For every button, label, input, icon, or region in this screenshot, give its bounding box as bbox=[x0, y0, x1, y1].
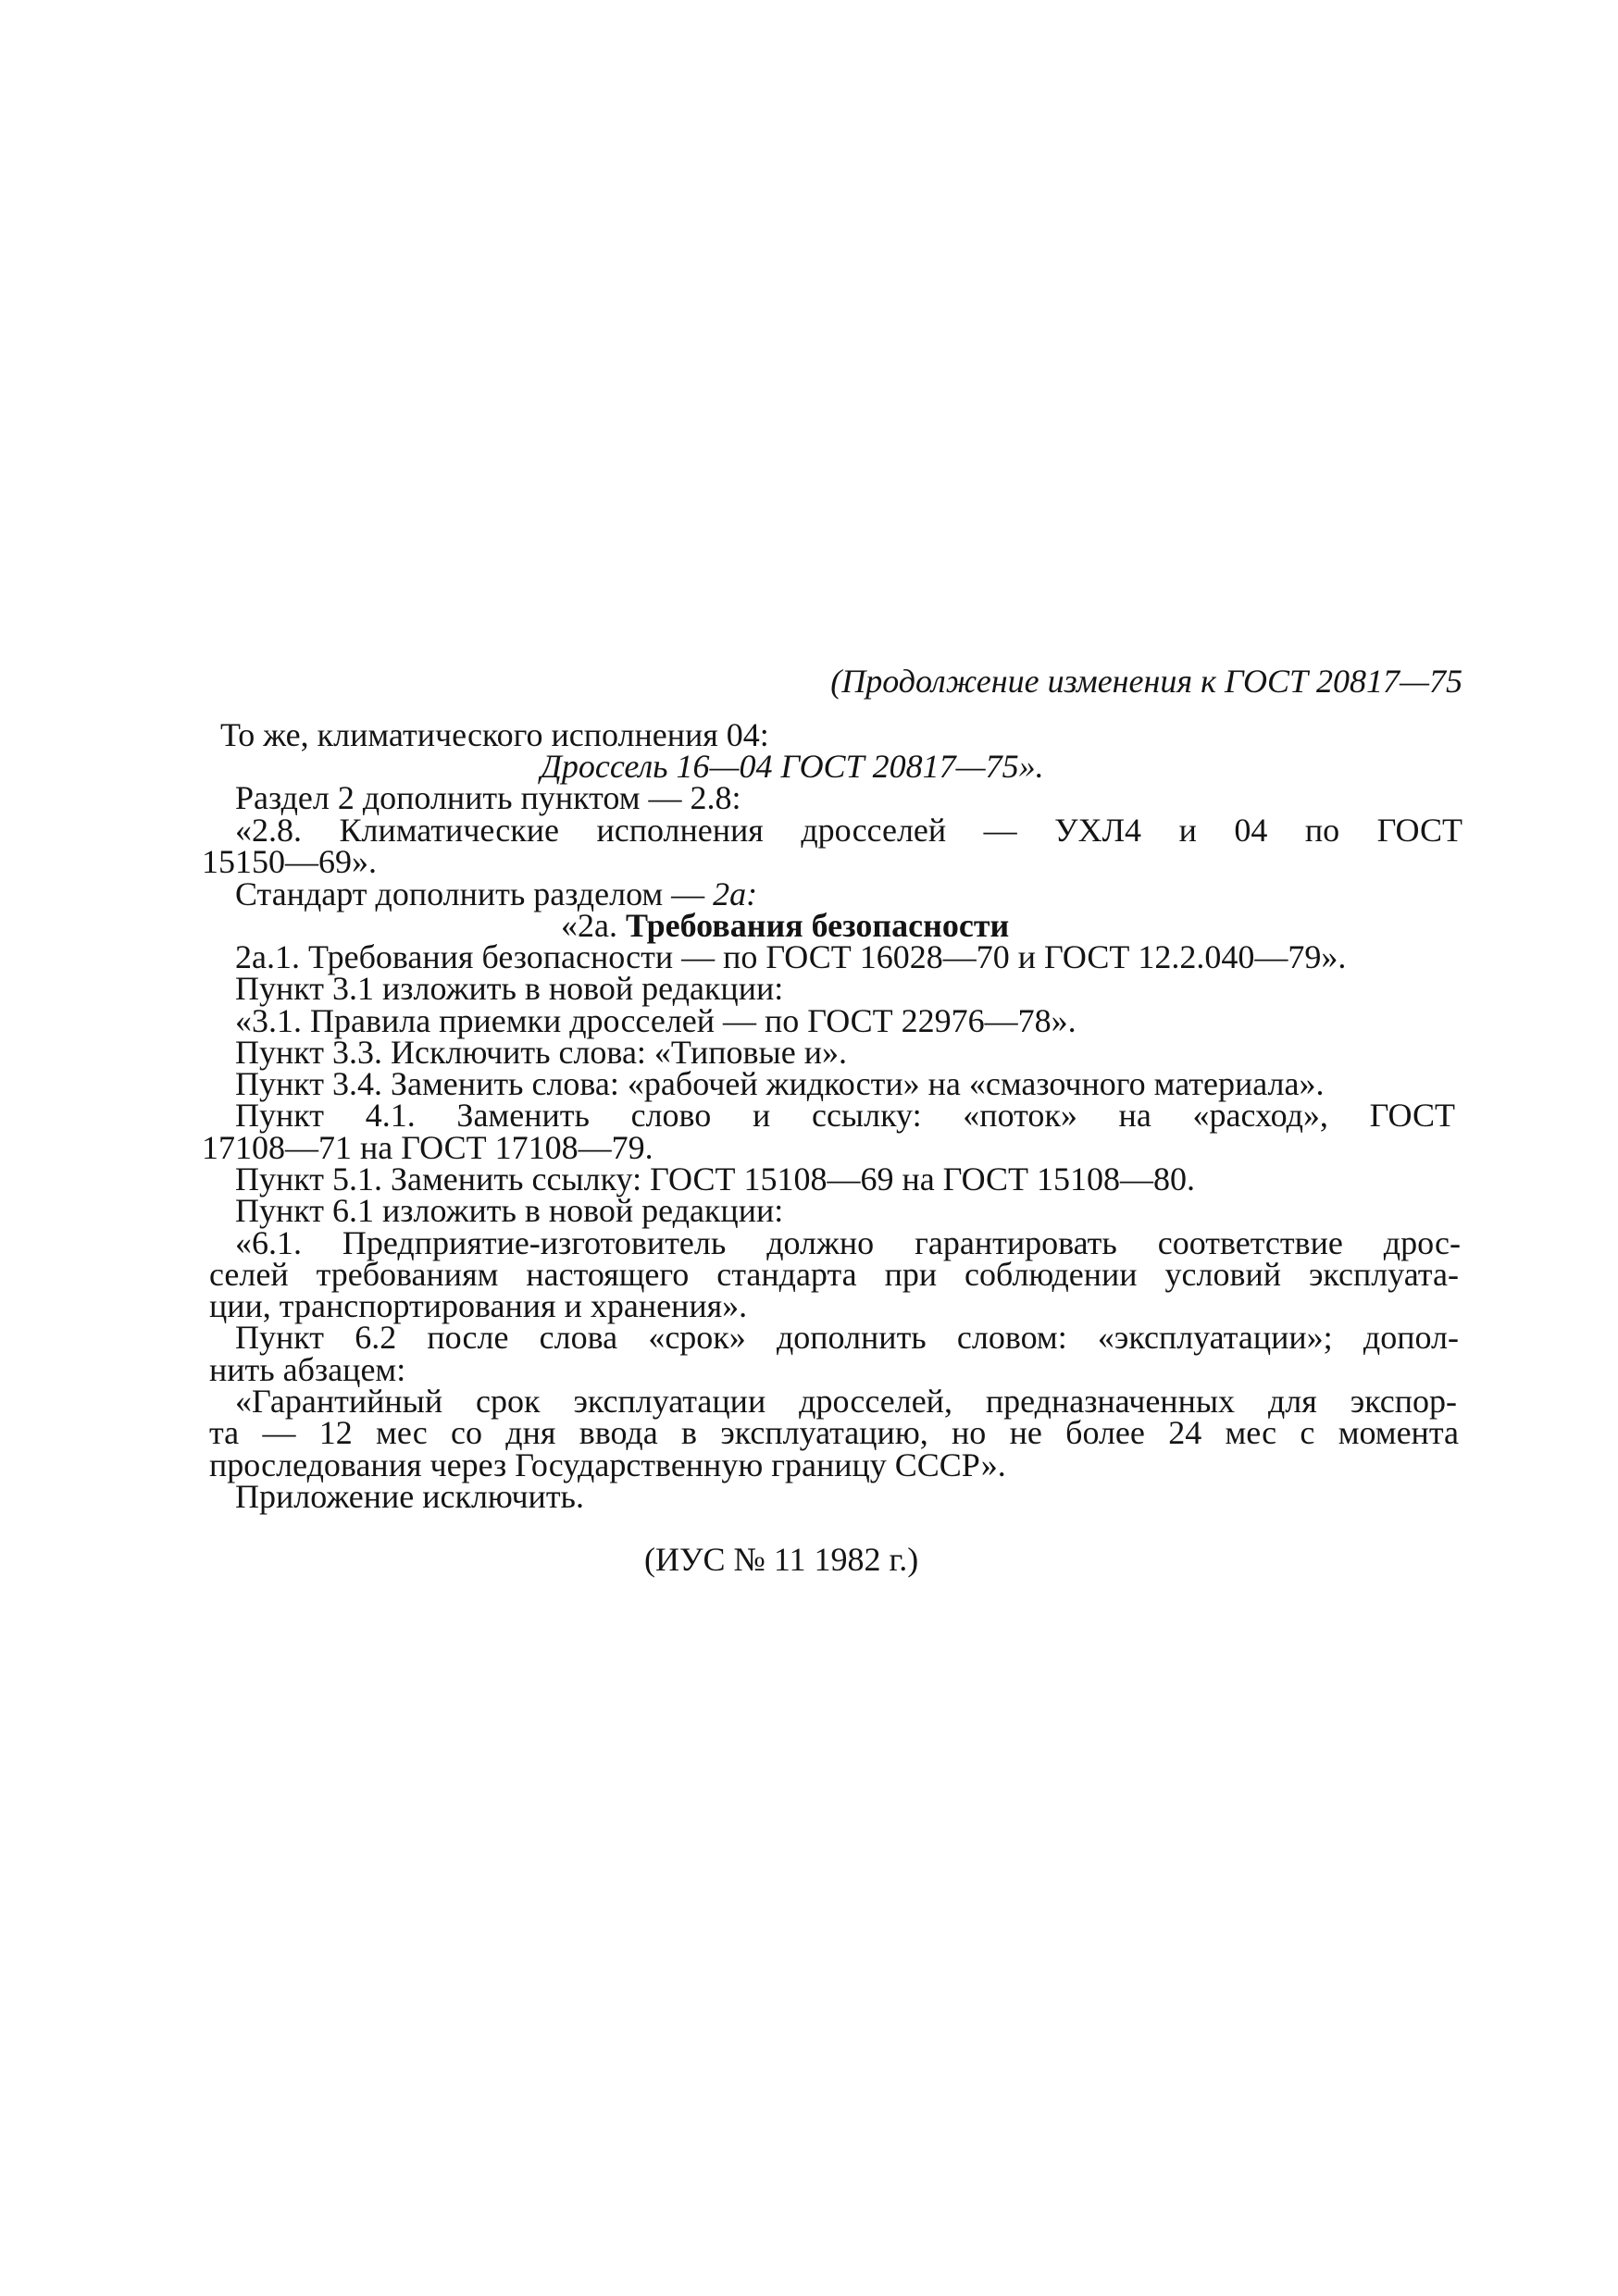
word: для bbox=[1267, 1383, 1317, 1420]
justified-line bbox=[235, 1319, 1459, 1356]
heading-number: «2а. bbox=[561, 907, 626, 944]
text-line: 2а.1. Требования безопасности — по ГОСТ 16028—70 и ГОСТ 12.2.040—79». bbox=[235, 938, 1347, 975]
word: по bbox=[1304, 812, 1340, 849]
word: не bbox=[1009, 1414, 1042, 1451]
word: 04 bbox=[1234, 812, 1268, 849]
word: дрос- bbox=[1383, 1224, 1461, 1261]
word: эксплуата- bbox=[1308, 1256, 1459, 1293]
word: «2.8. bbox=[235, 812, 302, 849]
word: Климатические bbox=[339, 812, 560, 849]
word: та bbox=[209, 1414, 240, 1451]
word: соблюдении bbox=[965, 1256, 1138, 1293]
word: допол- bbox=[1363, 1319, 1459, 1356]
word: «поток» bbox=[963, 1097, 1077, 1134]
word: УХЛ4 bbox=[1054, 812, 1142, 849]
word: Пункт bbox=[235, 1097, 325, 1134]
text-line: То же, климатического исполнения 04: bbox=[220, 716, 769, 753]
word: 4.1. bbox=[365, 1097, 416, 1134]
word: в bbox=[681, 1414, 698, 1451]
word: гарантировать bbox=[915, 1224, 1117, 1261]
continuation-header: (Продолжение изменения к ГОСТ 20817—75 bbox=[830, 663, 1462, 700]
word: Предприятие-изготовитель bbox=[342, 1224, 727, 1261]
word: — bbox=[983, 812, 1017, 849]
text-line: Пункт 5.1. Заменить ссылку: ГОСТ 15108—69 на ГОСТ 15108—80. bbox=[235, 1160, 1196, 1198]
word: ссылку: bbox=[811, 1097, 922, 1134]
word: Пункт bbox=[235, 1319, 325, 1356]
source-reference: (ИУС № 11 1982 г.) bbox=[644, 1541, 919, 1578]
word: должно bbox=[766, 1224, 875, 1261]
word: 12 bbox=[318, 1414, 353, 1451]
word: исполнения bbox=[596, 812, 764, 849]
text-line: Дроссель 16—04 ГОСТ 20817—75». bbox=[541, 748, 1044, 785]
word: настоящего bbox=[526, 1256, 690, 1293]
word: ГОСТ bbox=[1369, 1097, 1455, 1134]
text-line: Пункт 3.1 изложить в новой редакции: bbox=[235, 970, 784, 1007]
word: более bbox=[1065, 1414, 1145, 1451]
text-line: Приложение исключить. bbox=[235, 1478, 584, 1515]
word: требованиям bbox=[316, 1256, 499, 1293]
word: «Гарантийный bbox=[235, 1383, 443, 1420]
text-line: нить абзацем: bbox=[209, 1351, 406, 1388]
heading-title: Требования безопасности bbox=[625, 907, 1010, 944]
word: экспор- bbox=[1350, 1383, 1457, 1420]
text-line: проследования через Государственную границу СССР». bbox=[209, 1446, 1006, 1483]
word: на bbox=[1118, 1097, 1151, 1134]
word: дросселей bbox=[801, 812, 947, 849]
word: мес bbox=[376, 1414, 428, 1451]
text-span: Стандарт дополнить разделом — bbox=[235, 875, 714, 912]
word: при bbox=[884, 1256, 938, 1293]
text-line: ции, транспортирования и хранения». bbox=[209, 1287, 748, 1324]
word: но bbox=[952, 1414, 987, 1451]
word: со bbox=[450, 1414, 482, 1451]
word: селей bbox=[209, 1256, 289, 1293]
word: слова bbox=[539, 1319, 618, 1356]
word: ввода bbox=[579, 1414, 658, 1451]
word: «6.1. bbox=[235, 1224, 302, 1261]
text-line: «3.1. Правила приемки дросселей — по ГОСТ 22976—78». bbox=[235, 1002, 1077, 1039]
word: «эксплуатации»; bbox=[1097, 1319, 1333, 1356]
justified-line bbox=[235, 1097, 1455, 1134]
text-line: Пункт 3.3. Исключить слова: «Типовые и». bbox=[235, 1034, 847, 1071]
word: «срок» bbox=[648, 1319, 746, 1356]
word: 6.2 bbox=[355, 1319, 397, 1356]
word: дня bbox=[505, 1414, 556, 1451]
text-line: 15150—69». bbox=[202, 843, 377, 880]
word: соответствие bbox=[1157, 1224, 1343, 1261]
word: с bbox=[1300, 1414, 1315, 1451]
word: и bbox=[753, 1097, 771, 1134]
word: стандарта bbox=[716, 1256, 857, 1293]
word: слово bbox=[630, 1097, 712, 1134]
word: ГОСТ bbox=[1376, 812, 1462, 849]
word: мес bbox=[1225, 1414, 1277, 1451]
word: и bbox=[1178, 812, 1197, 849]
word: эксплуатации bbox=[573, 1383, 766, 1420]
word: эксплуатацию, bbox=[720, 1414, 928, 1451]
word: дросселей, bbox=[799, 1383, 952, 1420]
text-line: 17108—71 на ГОСТ 17108—79. bbox=[202, 1129, 653, 1166]
word: момента bbox=[1338, 1414, 1459, 1451]
word: «расход», bbox=[1192, 1097, 1328, 1134]
justified-line bbox=[209, 1414, 1459, 1451]
word: дополнить bbox=[776, 1319, 927, 1356]
word: 24 bbox=[1168, 1414, 1202, 1451]
text-line: Пункт 3.4. Заменить слова: «рабочей жидкости» на «смазочного материала». bbox=[235, 1065, 1325, 1102]
word: — bbox=[262, 1414, 296, 1451]
text-line: Пункт 6.1 изложить в новой редакции: bbox=[235, 1192, 784, 1229]
word: Заменить bbox=[456, 1097, 590, 1134]
text-line: Раздел 2 дополнить пунктом — 2.8: bbox=[235, 779, 741, 816]
word: предназначенных bbox=[985, 1383, 1236, 1420]
word: словом: bbox=[956, 1319, 1067, 1356]
word: условий bbox=[1164, 1256, 1282, 1293]
word: срок bbox=[476, 1383, 541, 1420]
word: после bbox=[427, 1319, 509, 1356]
text-span: 2а: bbox=[713, 875, 758, 912]
